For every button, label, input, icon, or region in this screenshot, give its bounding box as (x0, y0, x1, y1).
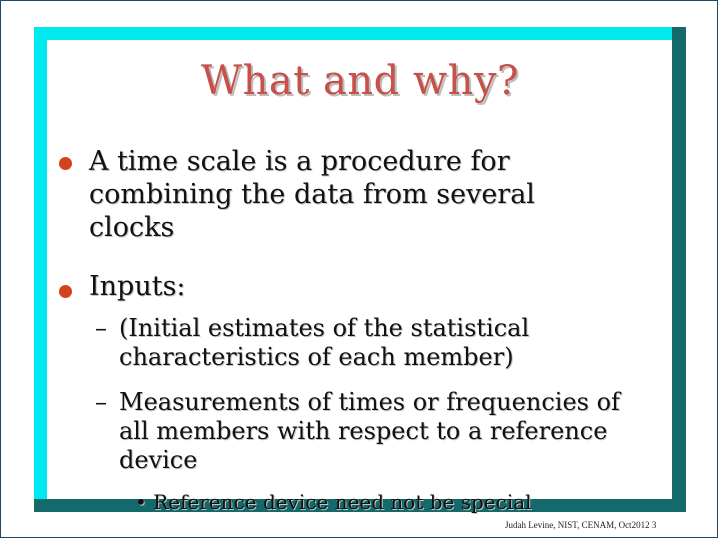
bullet-1-line-1: A time scale is a procedure for (89, 146, 510, 177)
slide-title: What and why? (201, 58, 519, 104)
sub-bullet-1-line-2: characteristics of each member) (119, 343, 514, 371)
dash-marker: – (95, 314, 107, 342)
sub-sub-bullet: • Reference device need not be special (135, 490, 532, 514)
slide-footer: Judah Levine, NIST, CENAM, Oct2012 3 (505, 520, 657, 530)
bullet-dot-icon (59, 285, 72, 298)
sub-bullet-2-line-3: device (119, 446, 198, 474)
sub-bullet-1 (119, 314, 529, 372)
bullet-1-line-2: combining the data from several (89, 179, 535, 210)
bullet-1 (89, 145, 535, 244)
sub-bullet-1-line-1: (Initial estimates of the statistical (119, 314, 530, 342)
dash-marker: – (95, 388, 107, 416)
sub-bullet-2-line-2: all members with respect to a reference (119, 417, 608, 445)
bullet-dot-icon (59, 157, 72, 170)
sub-bullet-2 (119, 388, 620, 475)
bullet-2 (89, 270, 186, 303)
sub-bullet-2-line-1: Measurements of times or frequencies of (119, 388, 620, 416)
bullet-2-line-1: Inputs: (89, 271, 186, 302)
bullet-1-line-3: clocks (89, 212, 175, 243)
